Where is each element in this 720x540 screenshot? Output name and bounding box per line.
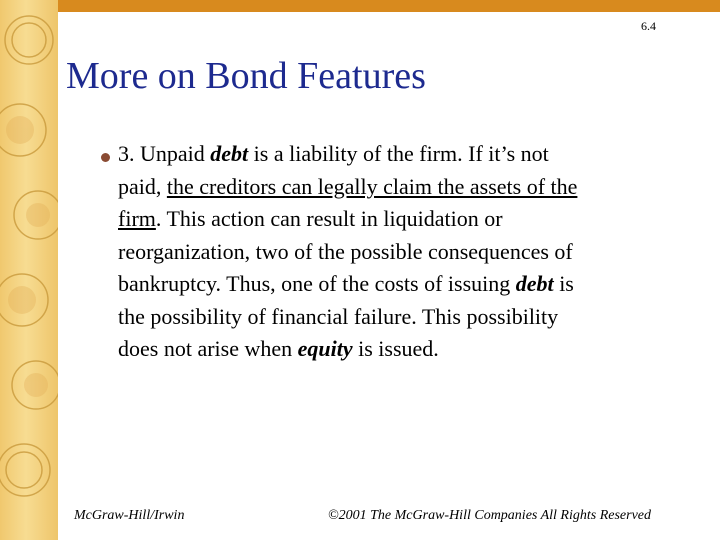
- text-run: is a liability of the firm. If it’s not: [248, 141, 549, 166]
- underlined-text: the creditors can legally claim the assets of the: [166, 173, 578, 199]
- emphasis-debt: debt: [210, 141, 249, 166]
- text-line: reorganization, two of the possible consequences of: [118, 238, 573, 264]
- footer-copyright: ©2001 The McGraw-Hill Companies All Rights Reserved: [328, 508, 652, 523]
- text-run: 3. Unpaid: [118, 141, 211, 166]
- underlined-text: firm: [118, 206, 156, 231]
- top-accent-bar: [58, 0, 720, 12]
- text-run: paid,: [118, 173, 167, 199]
- slide-title: More on Bond Features: [66, 55, 426, 97]
- text-run: is: [553, 271, 574, 296]
- text-run: bankruptcy. Thus, one of the costs of issuing: [118, 271, 516, 296]
- decorative-sidebar: [0, 0, 58, 540]
- text-run: is issued.: [352, 336, 439, 361]
- coin-pattern-image: [0, 0, 58, 540]
- text-run: does not arise when: [118, 336, 298, 361]
- slide-number: 6.4: [641, 19, 656, 33]
- footer-publisher: McGraw-Hill/Irwin: [74, 508, 185, 523]
- text-line: [118, 171, 704, 204]
- text-line: [118, 203, 704, 236]
- bullet-text: [118, 138, 704, 366]
- emphasis-equity: equity: [297, 336, 353, 361]
- text-line: [118, 138, 704, 171]
- text-line: [118, 268, 704, 301]
- text-line: [118, 333, 704, 366]
- emphasis-debt: debt: [515, 271, 554, 296]
- bullet-icon: [101, 153, 110, 162]
- text-run: . This action can result in liquidation or: [155, 206, 503, 231]
- text-line: the possibility of financial failure. This possibility: [118, 303, 559, 329]
